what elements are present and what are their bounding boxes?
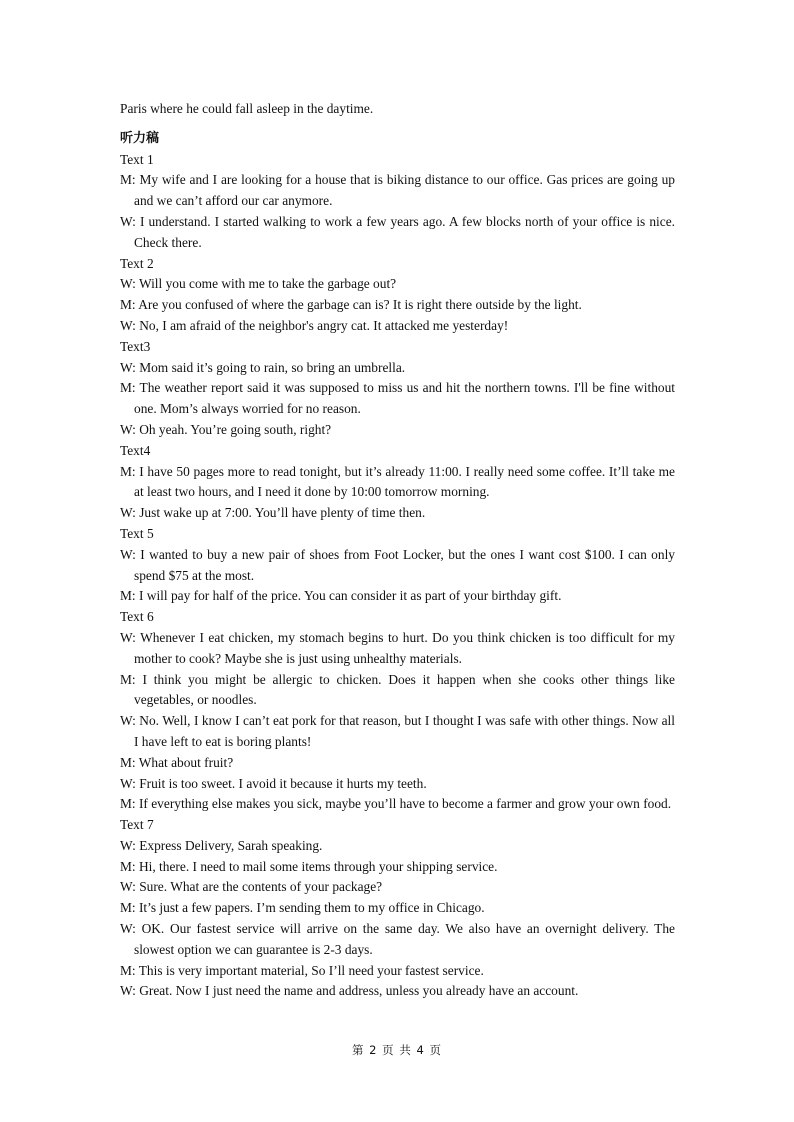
dialogue-line: M: The weather report said it was supposed to miss us and hit the northern towns. I'll be fine without one. Mom’s always worried for no reason. <box>120 380 675 417</box>
dialogue-line: M: Are you confused of where the garbage can is? It is right there outside by the light. <box>120 297 582 313</box>
dialogue-line: M: Hi, there. I need to mail some items through your shipping service. <box>120 858 498 874</box>
dialogue-line: W: I wanted to buy a new pair of shoes from Foot Locker, but the ones I want cost $100. I can only spend $75 at the most. <box>120 546 675 583</box>
dialogue-line: W: Express Delivery, Sarah speaking. <box>120 837 323 853</box>
text-label: Text4 <box>120 442 151 458</box>
text-label: Text 6 <box>120 609 154 625</box>
dialogue-line: M: What about fruit? <box>120 754 234 770</box>
page-footer: 第 2 页 共 4 页 <box>352 1043 442 1057</box>
dialogue-line: M: I have 50 pages more to read tonight, but it’s already 11:00. I really need some coffee. It’ll take me at least two hours, and I need it done by 10:00 tomorrow morning. <box>120 463 675 500</box>
text-label: Text 2 <box>120 255 154 271</box>
dialogue-line: W: No. Well, I know I can’t eat pork for that reason, but I thought I was safe with other things. Now all I have left to eat is boring plants! <box>120 713 675 749</box>
dialogue-line: W: Oh yeah. You’re going south, right? <box>120 421 332 437</box>
dialogue-line: W: Will you come with me to take the garbage out? <box>120 276 397 292</box>
dialogue-line: M: If everything else makes you sick, maybe you’ll have to become a farmer and grow your own food. <box>120 796 672 812</box>
dialogue-line: W: No, I am afraid of the neighbor's angry cat. It attacked me yesterday! <box>120 317 509 333</box>
text-label: Text 5 <box>120 525 154 541</box>
intro-line: Paris where he could fall asleep in the daytime. <box>120 101 374 116</box>
dialogue-line: W: I understand. I started walking to work a few years ago. A few blocks north of your office is nice. Check there. <box>120 213 675 250</box>
dialogue-line: W: Sure. What are the contents of your package? <box>120 879 383 895</box>
section-title: 听力稿 <box>120 130 160 146</box>
transcript <box>120 150 675 1003</box>
dialogue-line: M: This is very important material, So I’ll need your fastest service. <box>120 962 484 978</box>
dialogue-line: W: Mom said it’s going to rain, so bring an umbrella. <box>120 359 406 375</box>
dialogue-line: W: OK. Our fastest service will arrive on the same day. We also have an overnight delivery. The slowest option we can guarantee is 2-3 days. <box>120 921 675 957</box>
page-content <box>120 99 675 1002</box>
dialogue-line: W: Fruit is too sweet. I avoid it because it hurts my teeth. <box>120 775 427 791</box>
dialogue-line: W: Just wake up at 7:00. You’ll have plenty of time then. <box>120 505 426 521</box>
dialogue-line: W: Great. Now I just need the name and address, unless you already have an account. <box>120 983 579 999</box>
dialogue-line: M: I think you might be allergic to chicken. Does it happen when she cooks other things like vegetables, or noodles. <box>120 671 675 708</box>
text-label: Text3 <box>120 338 151 354</box>
text-label: Text 7 <box>120 817 154 833</box>
text-label: Text 1 <box>120 151 154 167</box>
dialogue-line: M: My wife and I are looking for a house that is biking distance to our office. Gas prices are going up and we can’t afford our car anymore. <box>120 172 675 209</box>
dialogue-line: W: Whenever I eat chicken, my stomach begins to hurt. Do you think chicken is too difficult for my mother to cook? Maybe she is just using unhealthy materials. <box>120 629 675 666</box>
dialogue-line: M: It’s just a few papers. I’m sending them to my office in Chicago. <box>120 900 485 916</box>
dialogue-line: M: I will pay for half of the price. You can consider it as part of your birthday gift. <box>120 588 562 604</box>
